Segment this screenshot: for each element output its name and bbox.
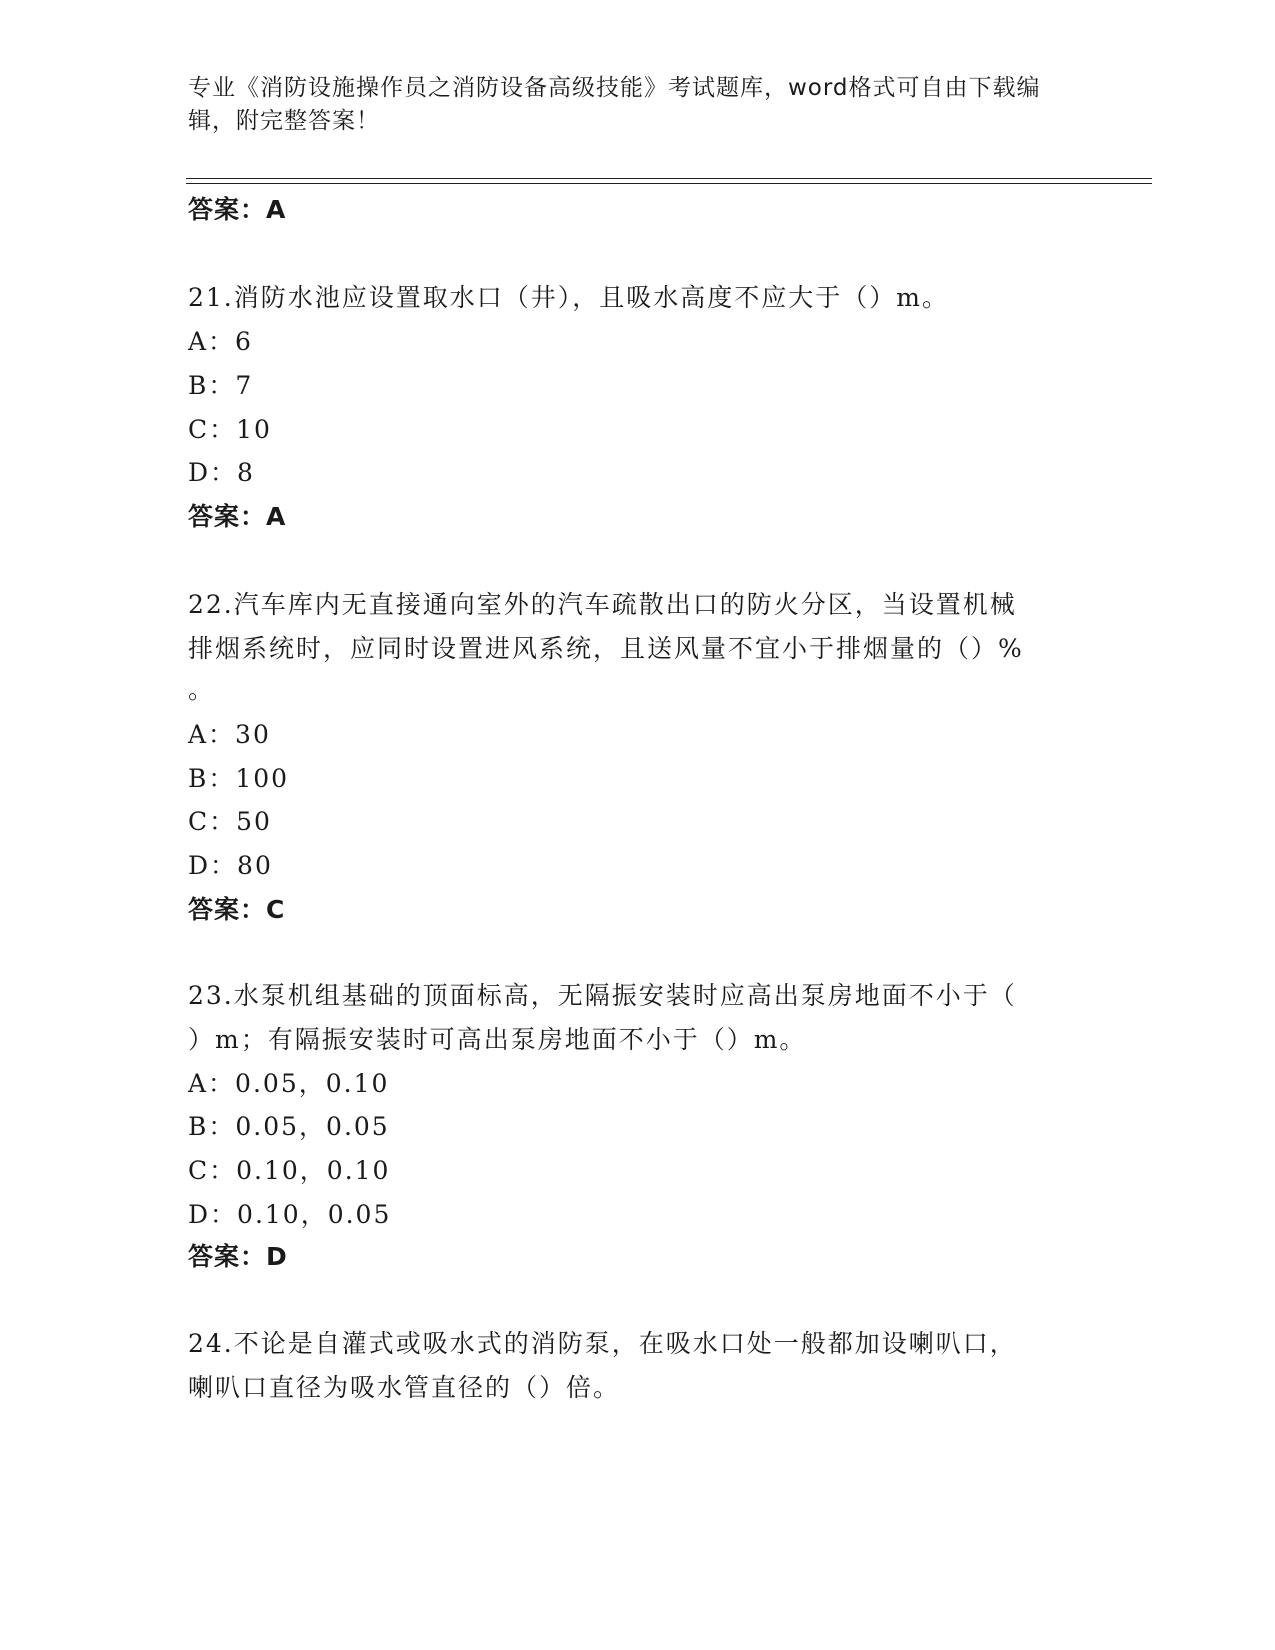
question-23-option-a: A：0.05，0.10 <box>188 1069 390 1098</box>
question-22-option-a: A：30 <box>188 720 271 749</box>
question-23-option-b: B：0.05，0.05 <box>188 1112 390 1141</box>
question-23-answer: 答案：D <box>188 1242 288 1271</box>
question-22-text-line-2: 排烟系统时，应同时设置进风系统，且送风量不宜小于排烟量的（）% <box>188 634 1024 663</box>
question-22-answer: 答案：C <box>188 895 286 924</box>
question-24-text-line-2: 喇叭口直径为吸水管直径的（）倍。 <box>188 1373 621 1402</box>
question-22-option-c: C：50 <box>188 807 272 836</box>
question-23-option-c: C：0.10，0.10 <box>188 1156 391 1185</box>
header-divider-bottom <box>186 183 1152 184</box>
question-21-option-b: B：7 <box>188 371 254 400</box>
header-divider-top <box>186 178 1152 179</box>
question-22-option-d: D：80 <box>188 851 273 880</box>
question-21-option-d: D：8 <box>188 458 255 487</box>
question-23-text-line-1: 23.水泵机组基础的顶面标高，无隔振安装时应高出泵房地面不小于（ <box>188 981 1017 1010</box>
question-21-text: 21.消防水池应设置取水口（井），且吸水高度不应大于（）m。 <box>188 283 949 312</box>
header-line-1: 专业《消防设施操作员之消防设备高级技能》考试题库，word格式可自由下载编 <box>188 75 1041 101</box>
question-21-answer: 答案：A <box>188 502 287 531</box>
question-21-option-a: A：6 <box>188 327 253 356</box>
question-24-text-line-1: 24.不论是自灌式或吸水式的消防泵，在吸水口处一般都加设喇叭口， <box>188 1329 1017 1358</box>
question-23-option-d: D：0.10，0.05 <box>188 1200 392 1229</box>
question-22-text-line-1: 22.汽车库内无直接通向室外的汽车疏散出口的防火分区，当设置机械 <box>188 590 1017 619</box>
question-23-text-line-2: ）m；有隔振安装时可高出泵房地面不小于（）m。 <box>188 1025 807 1054</box>
header-line-2: 辑，附完整答案！ <box>188 108 380 134</box>
question-22-option-b: B：100 <box>188 764 290 793</box>
document-header <box>188 72 1068 138</box>
question-21-option-c: C：10 <box>188 415 272 444</box>
prev-answer: 答案：A <box>188 195 287 224</box>
question-22-text-line-3: 。 <box>188 675 216 704</box>
